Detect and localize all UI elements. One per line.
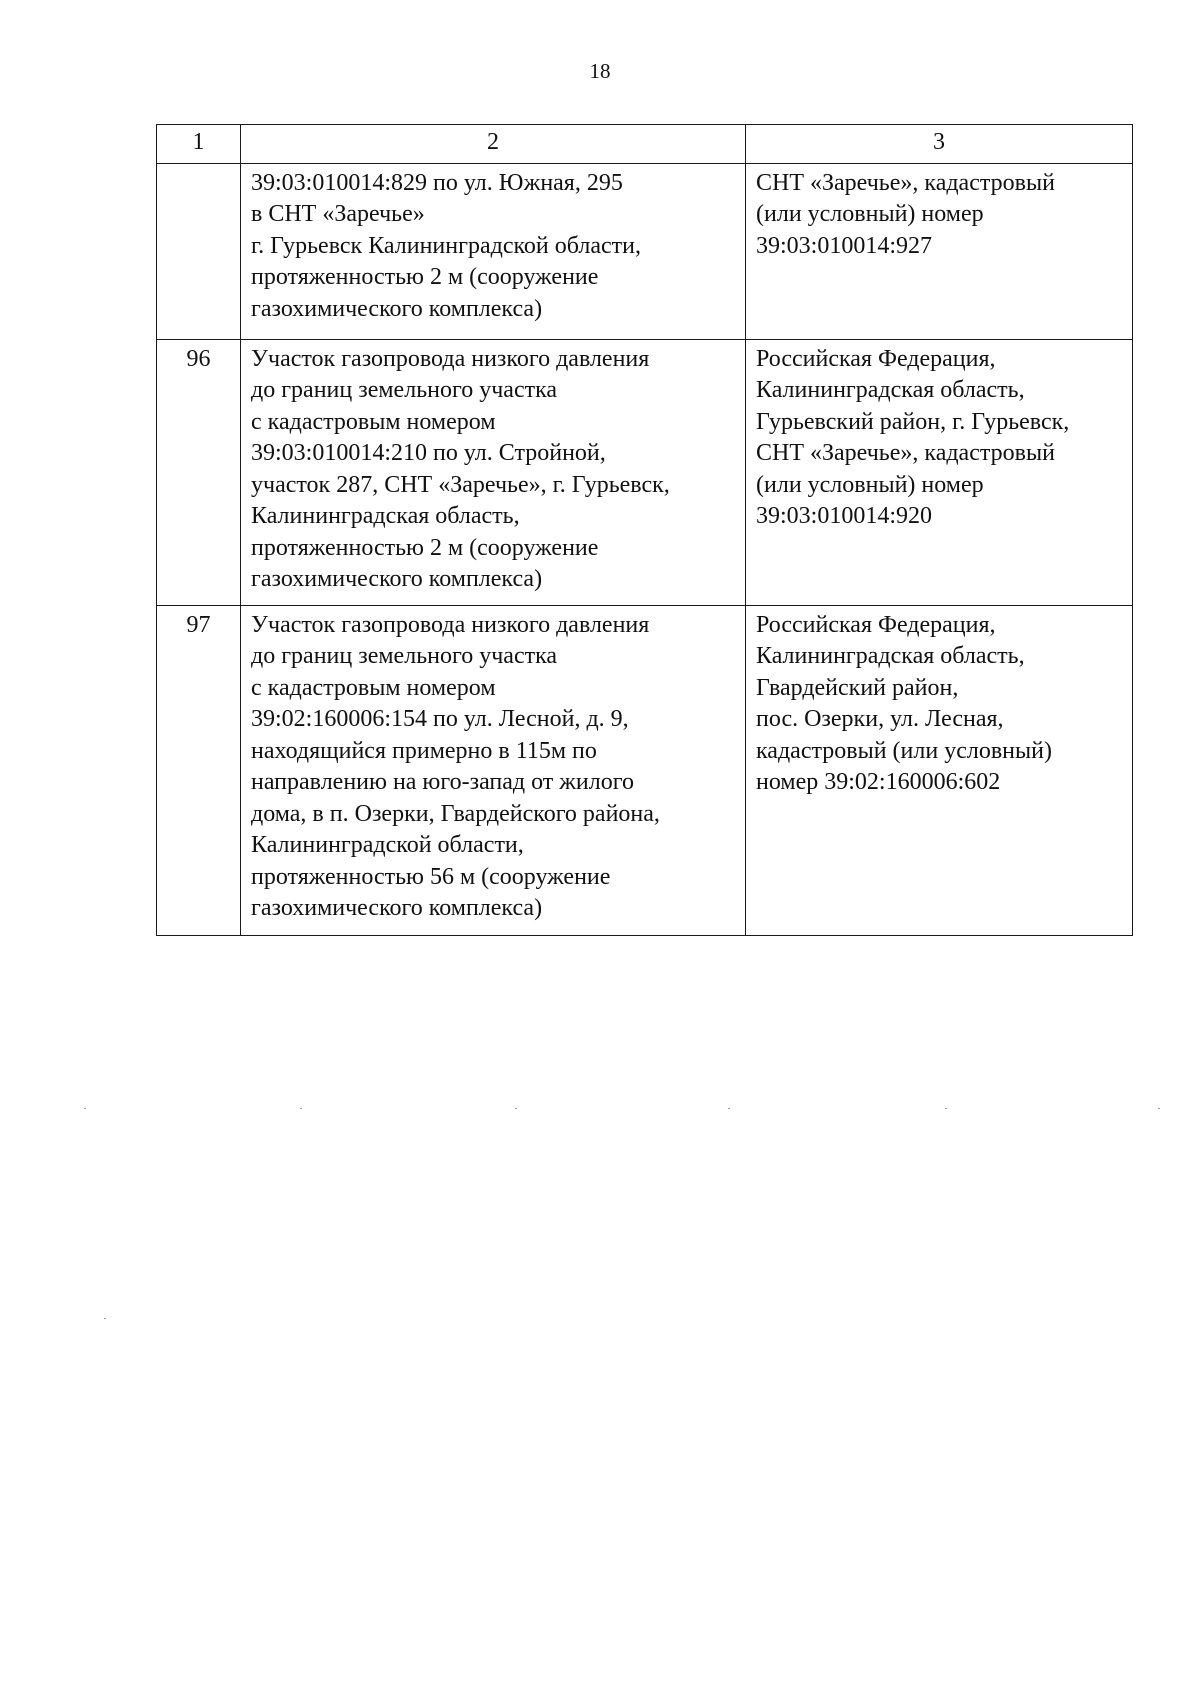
description-line: в СНТ «Заречье» bbox=[251, 201, 425, 227]
owner-cell bbox=[746, 605, 1133, 935]
description-line: Участок газопровода низкого давления bbox=[251, 345, 650, 372]
scan-speck bbox=[728, 1108, 730, 1109]
owner-line: СНТ «Заречье», кадастровый bbox=[756, 440, 1055, 466]
description-line: направлению на юго-запад от жилого bbox=[251, 769, 634, 795]
row-number-cell: 96 bbox=[157, 339, 241, 605]
owner-line: номер 39:02:160006:602 bbox=[756, 769, 1001, 795]
scan-speck bbox=[1158, 1108, 1160, 1109]
description-line: находящийся примерно в 115м по bbox=[251, 737, 597, 764]
description-line: газохимического комплекса) bbox=[251, 566, 543, 592]
table-row bbox=[157, 605, 1133, 935]
description-line: протяженностью 2 м (сооружение bbox=[251, 534, 599, 561]
scan-speck bbox=[300, 1108, 302, 1109]
owner-line: Калининградская область, bbox=[756, 643, 1025, 669]
header-cell-1: 1 bbox=[157, 125, 241, 164]
owner-line: (или условный) номер bbox=[756, 201, 984, 227]
scan-speck bbox=[515, 1108, 517, 1109]
owner-line: Гвардейский район, bbox=[756, 674, 959, 701]
description-line: Калининградской области, bbox=[251, 832, 524, 858]
owner-line: Гурьевский район, г. Гурьевск, bbox=[756, 408, 1070, 435]
description-line: протяженностью 2 м (сооружение bbox=[251, 264, 599, 290]
description-line: Калининградская область, bbox=[251, 503, 520, 529]
description-cell bbox=[241, 163, 746, 339]
description-line: до границ земельного участка bbox=[251, 643, 558, 669]
owner-line: 39:03:010014:920 bbox=[756, 503, 933, 529]
owner-cell bbox=[746, 339, 1133, 605]
description-cell bbox=[241, 605, 746, 935]
row-number-cell bbox=[157, 163, 241, 339]
row-number-cell: 97 bbox=[157, 605, 241, 935]
description-line: 39:03:010014:210 по ул. Стройной, bbox=[251, 440, 606, 466]
owner-line: Калининградская область, bbox=[756, 377, 1025, 403]
header-cell-3: 3 bbox=[746, 125, 1133, 164]
scan-speck bbox=[104, 1318, 106, 1319]
description-cell bbox=[241, 339, 746, 605]
owner-line: (или условный) номер bbox=[756, 471, 984, 498]
owner-line: Российская Федерация, bbox=[756, 345, 996, 372]
owner-line: 39:03:010014:927 bbox=[756, 232, 933, 259]
description-line: до границ земельного участка bbox=[251, 377, 558, 403]
header-cell-2: 2 bbox=[241, 125, 746, 164]
description-line: с кадастровым номером bbox=[251, 408, 496, 435]
owner-cell bbox=[746, 163, 1133, 339]
description-line: 39:03:010014:829 по ул. Южная, 295 bbox=[251, 169, 623, 196]
description-line: дома, в п. Озерки, Гвардейского района, bbox=[251, 800, 660, 827]
description-line: участок 287, СНТ «Заречье», г. Гурьевск, bbox=[251, 471, 670, 498]
description-line: 39:02:160006:154 по ул. Лесной, д. 9, bbox=[251, 706, 629, 732]
description-line: протяженностью 56 м (сооружение bbox=[251, 863, 611, 890]
owner-line: пос. Озерки, ул. Лесная, bbox=[756, 706, 1004, 732]
description-line: газохимического комплекса) bbox=[251, 895, 543, 921]
description-line: г. Гурьевск Калининградской области, bbox=[251, 232, 641, 259]
table-header-row bbox=[157, 125, 1133, 164]
scan-speck bbox=[84, 1108, 86, 1109]
table-row bbox=[157, 163, 1133, 339]
description-line: с кадастровым номером bbox=[251, 674, 496, 701]
property-table bbox=[156, 124, 1133, 936]
owner-line: кадастровый (или условный) bbox=[756, 737, 1052, 764]
scan-speck bbox=[945, 1108, 947, 1109]
description-line: газохимического комплекса) bbox=[251, 295, 543, 322]
table-row bbox=[157, 339, 1133, 605]
page-number: 18 bbox=[589, 59, 611, 83]
owner-line: СНТ «Заречье», кадастровый bbox=[756, 169, 1055, 196]
owner-line: Российская Федерация, bbox=[756, 611, 996, 638]
description-line: Участок газопровода низкого давления bbox=[251, 611, 650, 638]
